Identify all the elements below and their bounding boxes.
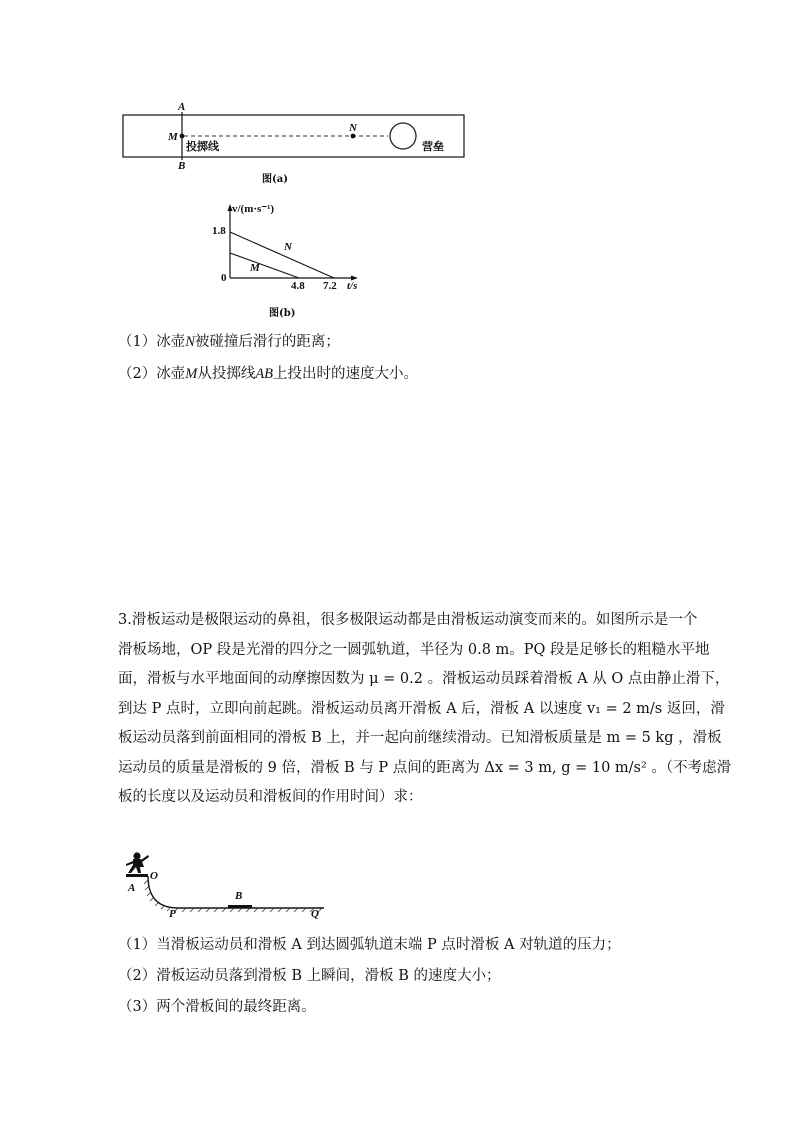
figure-a	[110, 98, 470, 188]
x-tick-4-8: 4.8	[291, 280, 305, 292]
label-m: M	[168, 131, 178, 143]
house-label: 营垒	[422, 140, 444, 153]
line-n	[230, 232, 334, 278]
line-m	[230, 253, 299, 278]
figure-a-caption: 图(a)	[262, 174, 288, 185]
label-n: N	[349, 122, 357, 134]
line-m-label: M	[250, 262, 260, 274]
throw-line-label: 投掷线	[186, 140, 219, 153]
skater-icon	[126, 852, 149, 873]
label-p: P	[169, 908, 176, 920]
y-axis-label: v/(m·s⁻¹)	[232, 203, 275, 215]
y-tick-1-8: 1.8	[212, 225, 226, 237]
figure-a-diagram	[110, 98, 470, 188]
q3-subquestion-1: （1）当滑板运动员和滑板 A 到达圆弧轨道末端 P 点时滑板 A 对轨道的压力；	[118, 937, 621, 953]
q3-line-6: 运动员的质量是滑板的 9 倍，滑板 B 与 P 点间的距离为 Δx = 3 m, g = 10 m/s² 。（不考虑滑	[118, 759, 732, 776]
figure-b	[208, 200, 378, 322]
label-b: B	[178, 160, 186, 172]
skateboard-figure	[114, 850, 334, 922]
label-o: O	[150, 870, 158, 882]
q3-line-2: 滑板场地，OP 段是光滑的四分之一圆弧轨道，半径为 0.8 m。PQ 段是足够长的粗糙水平地	[118, 641, 710, 658]
board-b	[228, 905, 252, 908]
q3-line-3: 面，滑板与水平地面间的动摩擦因数为 μ = 0.2 。滑板运动员踩着滑板 A 从 O 点由静止滑下，	[118, 671, 730, 687]
q2-subquestion-1: （1）冰壶N被碰撞后滑行的距离；	[118, 334, 340, 350]
q3-subquestion-2: （2）滑板运动员落到滑板 B 上瞬间，滑板 B 的速度大小；	[118, 968, 501, 984]
line-n-label: N	[284, 241, 292, 253]
label-b-board: B	[235, 890, 243, 902]
label-a-board: A	[128, 882, 136, 894]
x-tick-7-2: 7.2	[323, 280, 337, 292]
q3-line-5: 板运动员落到前面相同的滑板 B 上，并一起向前继续滑动。已知滑板质量是 m = 5 kg ，滑板	[118, 730, 722, 746]
q3-subquestion-3: （3）两个滑板间的最终距离。	[118, 999, 316, 1015]
q3-line-7: 板的长度以及运动员和滑板间的作用时间）求：	[118, 789, 423, 805]
label-q: Q	[311, 908, 319, 920]
x-axis-label: t/s	[347, 280, 358, 292]
figure-b-caption: 图(b)	[269, 308, 296, 319]
skate-track-diagram	[114, 850, 334, 922]
q3-line-4: 到达 P 点时，立即向前起跳。滑板运动员离开滑板 A 后，滑板 A 以速度 v₁ = 2 m/s 返回，滑	[118, 700, 725, 717]
board-a	[126, 874, 148, 877]
origin-label: 0	[221, 272, 227, 284]
q3-line-1: 3.滑板运动是极限运动的鼻祖，很多极限运动都是由滑板运动演变而来的。如图所示是一个	[118, 612, 698, 628]
q2-subquestion-2: （2）冰壶M从投掷线AB上投出时的速度大小。	[118, 366, 419, 382]
label-a: A	[178, 101, 186, 113]
q3-stem	[118, 606, 732, 813]
